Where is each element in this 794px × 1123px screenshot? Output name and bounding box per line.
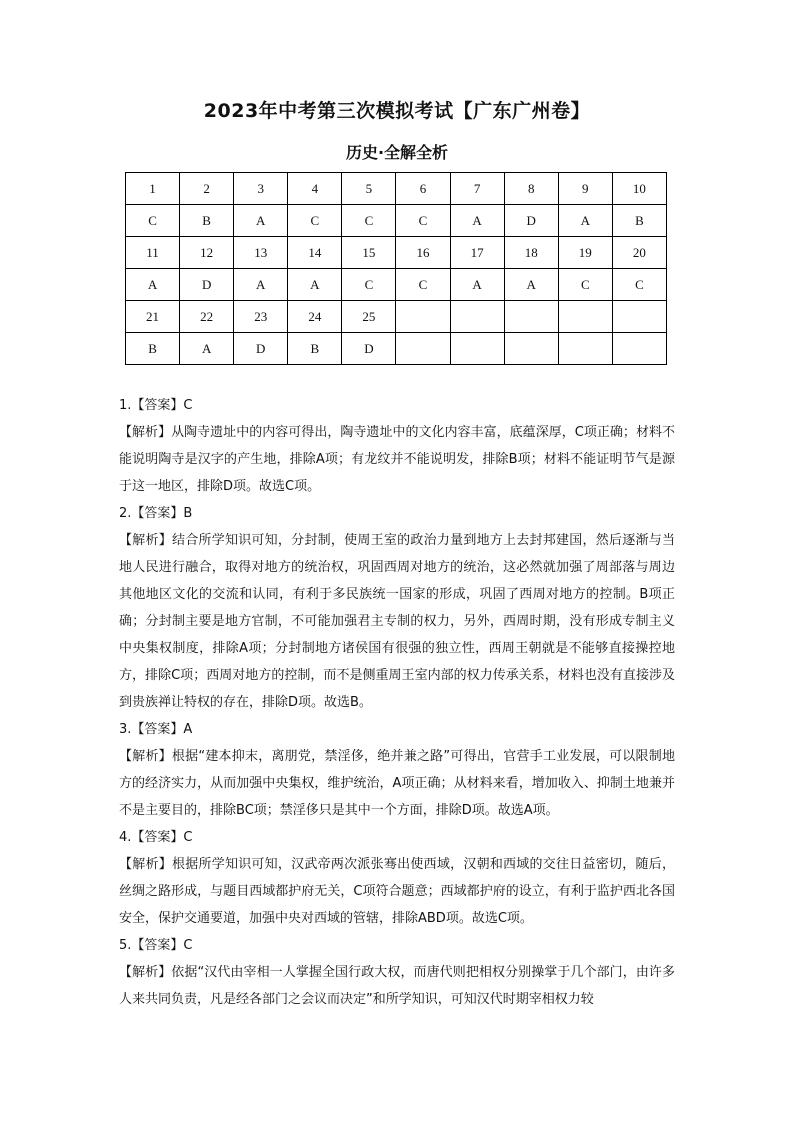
answer-table-cell: B (180, 205, 234, 237)
solution-1-answer: 1.【答案】C (119, 398, 193, 413)
answer-table-cell: A (288, 269, 342, 301)
answer-table-cell: 4 (288, 173, 342, 205)
answer-table-cell: A (126, 269, 180, 301)
answer-table-cell: A (234, 205, 288, 237)
answer-table-cell: 24 (288, 301, 342, 333)
answer-table-cell: C (288, 205, 342, 237)
answer-table-cell: C (558, 269, 612, 301)
answer-table-cell: 22 (180, 301, 234, 333)
answer-table-cell: C (342, 205, 396, 237)
solution-5-analysis: 【解析】依据“汉代由宰相一人掌握全国行政大权，而唐代则把相权分别操掌于几个部门，由许多人来共同负责，凡是经各部门之会议而决定”和所学知识，可知汉代时期宰相权力较 (119, 965, 675, 1007)
answer-table-cell (612, 333, 666, 365)
answer-table-cell: C (126, 205, 180, 237)
answer-table-cell: 11 (126, 237, 180, 269)
solution-3-answer: 3.【答案】A (119, 722, 193, 737)
answer-table-cell: B (612, 205, 666, 237)
answer-table-cell (450, 301, 504, 333)
answer-table-cell: C (612, 269, 666, 301)
solution-3-analysis: 【解析】根据“建本抑末，离朋党，禁淫侈，绝并兼之路”可得出，官营手工业发展，可以限制地方的经济实力，从而加强中央集权，维护统治，A项正确；从材料来看，增加收入、抑制土地兼并不是主要目的，排除BC项；禁淫侈只是其中一个方面，排除D项。故选A项。 (119, 749, 675, 818)
answer-table-cell: 12 (180, 237, 234, 269)
answer-table-cell: A (180, 333, 234, 365)
answer-table-cell: 6 (396, 173, 450, 205)
answer-table-cell: D (234, 333, 288, 365)
answer-table-cell (450, 333, 504, 365)
answer-table-cell: D (342, 333, 396, 365)
answer-table-cell: 25 (342, 301, 396, 333)
answer-table-cell: C (396, 269, 450, 301)
answer-table-row (126, 333, 667, 365)
answer-table-cell: C (396, 205, 450, 237)
answer-table-cell (558, 333, 612, 365)
answer-table-cell: A (504, 269, 558, 301)
solution-5-answer: 5.【答案】C (119, 938, 193, 953)
answer-table-cell: 21 (126, 301, 180, 333)
answer-table-cell: 1 (126, 173, 180, 205)
answer-table-cell (396, 333, 450, 365)
answer-table-cell: 15 (342, 237, 396, 269)
answer-table-cell: 20 (612, 237, 666, 269)
answer-table-cell: 5 (342, 173, 396, 205)
answer-table (125, 172, 667, 365)
solution-2-analysis: 【解析】结合所学知识可知，分封制，使周王室的政治力量到地方上去封邦建国，然后逐渐与当地人民进行融合，取得对地方的统治权，巩固西周对地方的统治，这必然就加强了周部落与周边其他地区文化的交流和认同，有利于多民族统一国家的形成，巩固了西周对地方的控制。B项正确；分封制主要是地方官制，不可能加强君主专制的权力，另外，西周时期，没有形成专制主义中央集权制度，排除A项；分封制地方诸侯国有很强的独立性，西周王朝就是不能够直接操控地方，排除C项；西周对地方的控制，而不是侧重周王室内部的权力传承关系，材料也没有直接涉及到贵族禅让特权的存在，排除D项。故选B。 (119, 533, 675, 710)
answer-table-cell: 18 (504, 237, 558, 269)
answer-table-cell: 8 (504, 173, 558, 205)
answer-table-cell: 10 (612, 173, 666, 205)
answer-table-row (126, 269, 667, 301)
answer-table-cell (558, 301, 612, 333)
answer-table-cell: 3 (234, 173, 288, 205)
solution-2-answer: 2.【答案】B (119, 506, 193, 521)
answer-table-cell: 23 (234, 301, 288, 333)
answer-table-cell: C (342, 269, 396, 301)
answer-table-cell: 14 (288, 237, 342, 269)
answer-table-cell (612, 301, 666, 333)
answer-table-cell: A (558, 205, 612, 237)
answer-table-row (126, 173, 667, 205)
answer-table-cell: 17 (450, 237, 504, 269)
answer-table-cell: 16 (396, 237, 450, 269)
solutions-list (119, 392, 675, 1013)
solution-4-answer: 4.【答案】C (119, 830, 193, 845)
answer-table-cell: 2 (180, 173, 234, 205)
answer-table-cell: 13 (234, 237, 288, 269)
solution-4-analysis: 【解析】根据所学知识可知，汉武帝两次派张骞出使西域，汉朝和西域的交往日益密切，随后，丝绸之路形成，与题目西域都护府无关，C项符合题意；西域都护府的设立，有利于监护西北各国安全，保护交通要道，加强中央对西域的管辖，排除ABD项。故选C项。 (119, 857, 675, 926)
answer-table-row (126, 301, 667, 333)
answer-table-row (126, 237, 667, 269)
answer-table-cell: B (288, 333, 342, 365)
answer-table-cell: D (180, 269, 234, 301)
page-title: 2023年中考第三次模拟考试【广东广州卷】 (203, 100, 591, 122)
answer-table-cell: A (450, 205, 504, 237)
answer-table-cell (504, 301, 558, 333)
answer-table-cell: 9 (558, 173, 612, 205)
answer-table-cell (396, 301, 450, 333)
page-subtitle: 历史·全解全析 (345, 143, 449, 162)
answer-table-cell: A (450, 269, 504, 301)
answer-table-cell: 7 (450, 173, 504, 205)
answer-table-cell (504, 333, 558, 365)
answer-table-row (126, 205, 667, 237)
solution-1-analysis: 【解析】从陶寺遗址中的内容可得出，陶寺遗址中的文化内容丰富，底蕴深厚，C项正确；材料不能说明陶寺是汉字的产生地，排除A项；有龙纹并不能说明发，排除B项；材料不能证明节气是源于这一地区，排除D项。故选C项。 (119, 425, 675, 494)
answer-table-cell: D (504, 205, 558, 237)
answer-table-cell: B (126, 333, 180, 365)
answer-table-cell: 19 (558, 237, 612, 269)
answer-table-cell: A (234, 269, 288, 301)
